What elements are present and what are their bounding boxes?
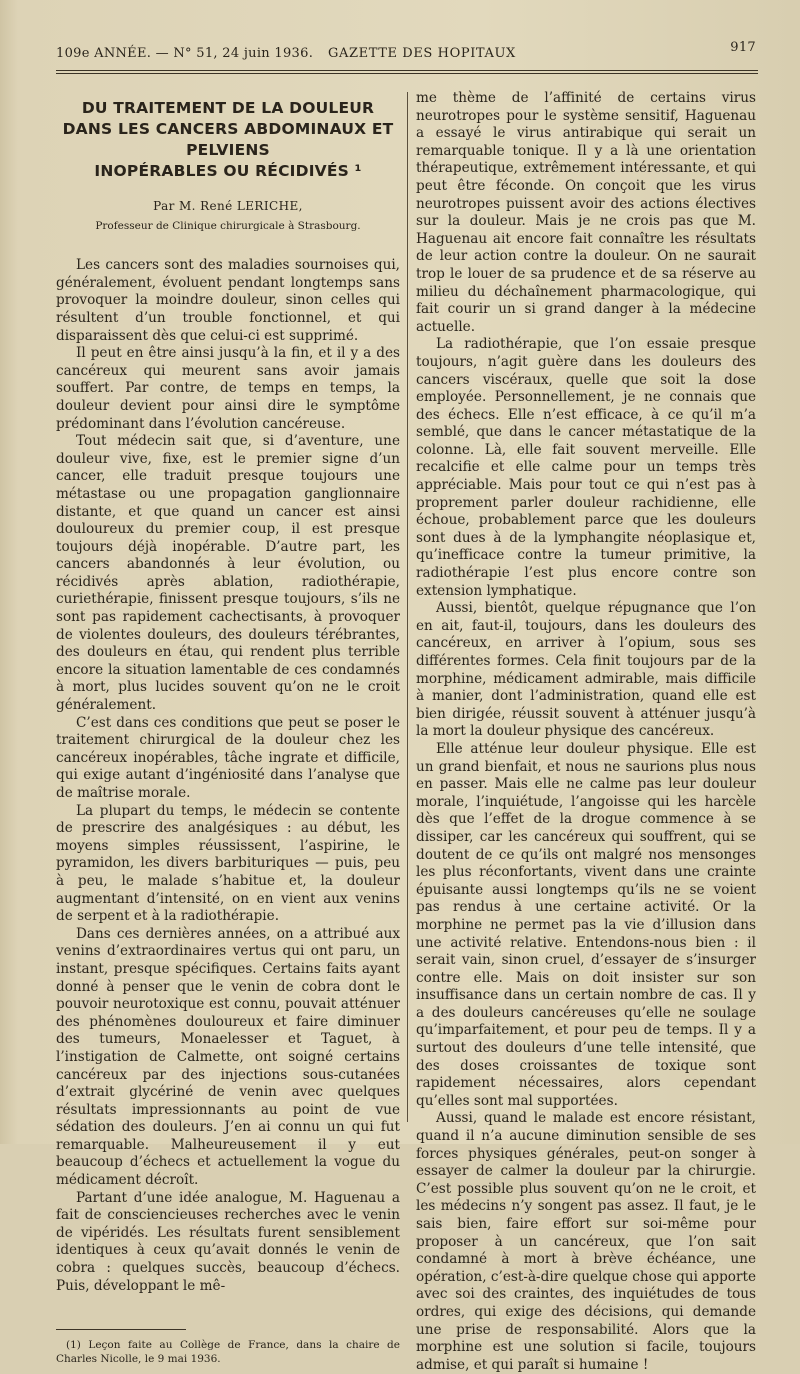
- paragraph: Elle atténue leur douleur physique. Elle est un grand bienfait, et nous ne saurions plus nous en passer. Mais elle ne calme pas leur douleur morale, l’inquiétude, l’angoisse qui les harcèle dès que l’effet de la drogue commence à se dissiper, car les cancéreux qui souffrent, qui se doutent de ce qu’ils ont malgré nos mensonges les plus réconfortants, vivent dans une crainte épuisante aussi longtemps qu’ils ne se voient pas rendus à une certaine activité. Or la morphine ne permet pas la vie d’illusion dans une activité relative. Entendons-nous bien : il serait vain, sinon cruel, d’essayer de s’insurger contre elle. Mais on doit insister sur son insuffisance dans un certain nombre de cas. Il y a des douleurs cancéreuses qu’elle ne soulage qu’imparfaitement, et pour peu de temps. Il y a surtout des douleurs d’une telle intensité, que des doses croissantes de toxique sont rapidement nécessaires, alors cependant qu’elles sont mal supportées.: [416, 740, 756, 1109]
- left-column: [56, 90, 400, 1366]
- paragraph: me thème de l’affinité de certains virus neurotropes pour le système sensitif, Haguenau a essayé le virus antirabique qui serait un remarquable tonique. Il y a là une orientation thérapeutique, extrêmement intéressante, et qui peut être féconde. On conçoit que les virus neurotropes puissent avoir des actions électives sur la douleur. Mais je ne crois pas que M. Haguenau ait encore fait connaître les résultats de leur action contre la douleur. On ne saurait trop le louer de sa prudence et de sa réserve au milieu du déchaînement pharmacologique, qui fait courir un si grand danger à la médecine actuelle.: [416, 90, 756, 335]
- journal-name: GAZETTE DES HOPITAUX: [328, 46, 516, 61]
- paragraph: Aussi, quand le malade est encore résistant, quand il n’a aucune diminution sensible de ses forces physiques générales, peut-on songer à essayer de calmer la douleur par la chirurgie. C’est possible plus souvent qu’on ne le croit, et les médecins n’y songent pas assez. Il faut, je le sais bien, faire effort sur soi-même pour proposer à un cancéreux, que l’on sait condamné à mort à brève échéance, une opération, c’est-à-dire quelque chose qui apporte avec soi des craintes, des inquiétudes de tous ordres, qui exige des décisions, qui demande une prise de responsabilité. Alors que la morphine est une solution si facile, toujours admise, et qui paraît si humaine !: [416, 1110, 756, 1373]
- footnote: (1) Leçon faite au Collège de France, dans la chaire de Charles Nicolle, le 9 mai 1936.: [56, 1339, 400, 1366]
- header-rule-top: [56, 70, 758, 71]
- paragraph: Il peut en être ainsi jusqu’à la fin, et il y a des cancéreux qui meurent sans avoir jamais souffert. Par contre, de temps en temps, la douleur devient pour ainsi dire le symptôme prédominant dans l’évolution cancéreuse.: [56, 345, 400, 432]
- article-title: [56, 98, 400, 182]
- column-divider: [407, 92, 408, 1122]
- title-line: DANS LES CANCERS ABDOMINAUX ET PELVIENS: [62, 120, 394, 159]
- right-column: [416, 90, 756, 1374]
- paragraph: Aussi, bientôt, quelque répugnance que l’on en ait, faut-il, toujours, dans les douleurs des cancéreux, en arriver à l’opium, sous ses différentes formes. Cela finit toujours par de la morphine, médicament admirable, mais difficile à manier, dont l’administration, quand elle est bien dirigée, réussit souvent à atténuer jusqu’à la mort la douleur physique des cancéreux.: [416, 600, 756, 740]
- author-affiliation: Professeur de Clinique chirurgicale à Strasbourg.: [95, 219, 361, 232]
- footnote-rule: [56, 1329, 186, 1330]
- title-line: DU TRAITEMENT DE LA DOULEUR: [81, 99, 375, 117]
- paragraph: C’est dans ces conditions que peut se poser le traitement chirurgical de la douleur chez les cancéreux inopérables, tâche ingrate et difficile, qui exige autant d’ingéniosité dans l’analyse que de maîtrise morale.: [56, 714, 400, 801]
- issue-info: 109e ANNÉE. — N° 51, 24 juin 1936.: [56, 46, 314, 61]
- paragraph: Dans ces dernières années, on a attribué aux venins d’extraordinaires vertus qui ont paru, un instant, presque spécifiques. Certains faits ayant donné à penser que le venin de cobra dont le pouvoir neurotoxique est connu, pouvait atténuer des phénomènes douloureux et faire diminuer des tumeurs, Monaelesser et Taguet, à l’instigation de Calmette, ont soigné certains cancéreux par des injections sous-cutanées d’extrait glycériné de venin avec quelques résultats impressionnants au point de vue sédation des douleurs. J’en ai connu un qui fut remarquable. Malheureusement il y eut beaucoup d’échecs et actuellement la vogue du médicament décroît.: [56, 925, 400, 1189]
- running-header: [56, 40, 758, 66]
- paragraph: Les cancers sont des maladies sournoises qui, généralement, évoluent pendant longtemps sans provoquer la moindre douleur, sinon celles qui résultent d’un trouble fonctionnel, et qui disparaissent dès que celui-ci est supprimé.: [56, 257, 400, 344]
- paragraph: La radiothérapie, que l’on essaie presque toujours, n’agit guère dans les douleurs des cancers viscéraux, quelle que soit la dose employée. Personnellement, je ne connais que des échecs. Elle n’est efficace, à ce qu’il m’a semblé, que dans le cancer métastatique de la colonne. Là, elle fait souvent merveille. Elle recalcifie et elle calme pour un temps très appréciable. Mais pour tout ce qui n’est pas à proprement parler douleur rachidienne, elle échoue, probablement parce que les douleurs sont dues à de la lymphangite néoplasique et, qu’inefficace contre la tumeur primitive, la radiothérapie l’est plus encore contre son extension lymphatique.: [416, 336, 756, 599]
- header-rule-bottom: [56, 73, 758, 74]
- page-number: 917: [730, 40, 756, 55]
- title-line: INOPÉRABLES OU RÉCIDIVÉS ¹: [94, 162, 362, 180]
- author-name: Par M. René LERICHE,: [153, 199, 303, 213]
- paragraph: Partant d’une idée analogue, M. Haguenau a fait de consciencieuses recherches avec le venin de vipéridés. Les résultats furent sensiblement identiques à ceux qu’avait donnés le venin de cobra : quelques succès, beaucoup d’échecs. Puis, développant le mê-: [56, 1189, 400, 1294]
- paragraph: Tout médecin sait que, si d’aventure, une douleur vive, fixe, est le premier signe d’un cancer, elle traduit presque toujours une métastase ou une propagation ganglionnaire distante, et que quand un cancer est ainsi douloureux du premier coup, il est presque toujours déjà inopérable. D’autre part, les cancers abandonnés à leur évolution, ou récidivés après ablation, radiothérapie, curiethérapie, finissent presque toujours, s’ils ne sont pas rapidement cachectisants, à provoquer de violentes douleurs, des douleurs térébrantes, des douleurs en étau, qui rendent plus terrible encore la situation lamentable de ces condamnés à mort, plus lucides souvent qu’on ne le croit généralement.: [56, 433, 400, 714]
- paragraph: La plupart du temps, le médecin se contente de prescrire des analgésiques : au début, les moyens simples réussissent, l’aspirine, le pyramidon, les divers barbituriques — puis, peu à peu, le malade s’habitue et, la douleur augmentant d’intensité, on en vient aux venins de serpent et à la radiothérapie.: [56, 802, 400, 925]
